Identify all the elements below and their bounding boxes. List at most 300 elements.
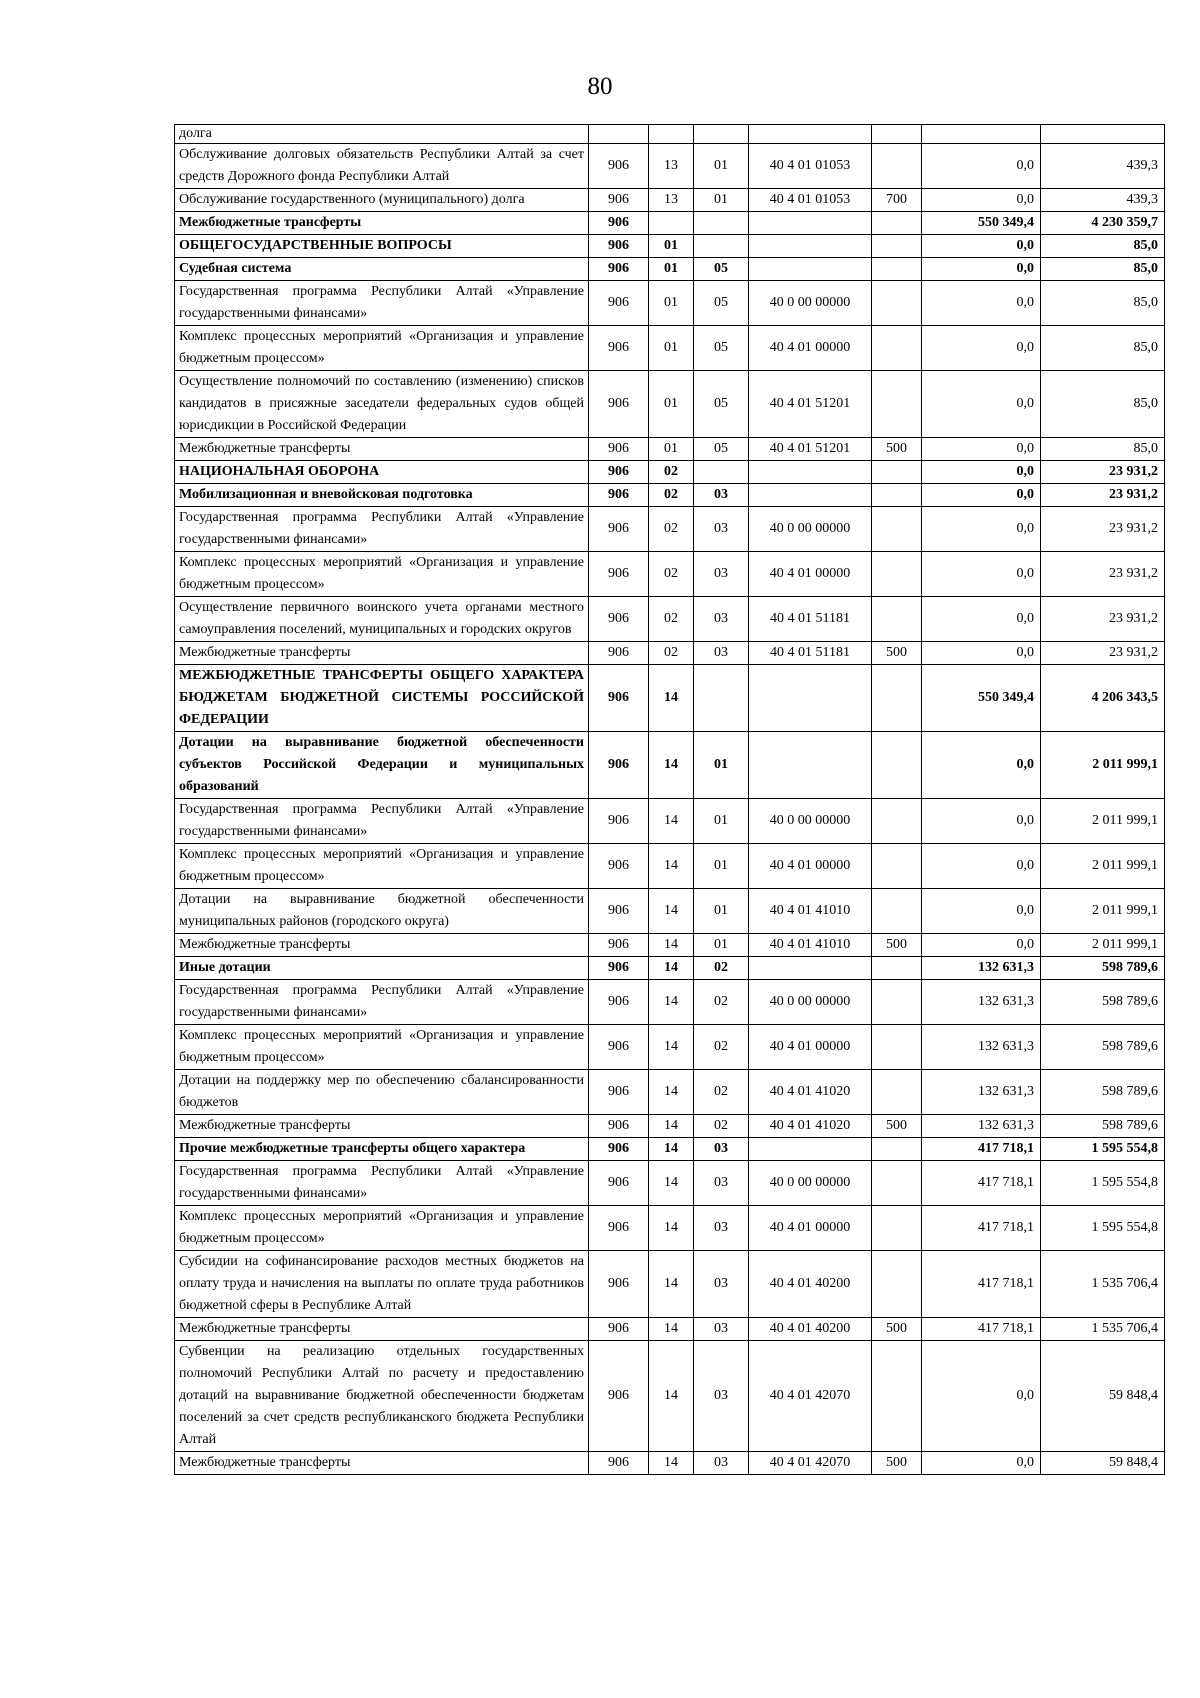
row-name: Мобилизационная и вневойсковая подготовка (175, 484, 589, 507)
row-expense-type (872, 1251, 922, 1318)
row-amount-1: 0,0 (922, 189, 1041, 212)
row-amount-1: 0,0 (922, 934, 1041, 957)
row-target-article (749, 732, 872, 799)
row-amount-1: 0,0 (922, 1452, 1041, 1475)
table-row (175, 326, 1165, 371)
row-ved-code: 906 (589, 1161, 649, 1206)
table-row (175, 212, 1165, 235)
row-amount-1: 550 349,4 (922, 212, 1041, 235)
row-target-article: 40 4 01 42070 (749, 1452, 872, 1475)
row-name: Дотации на выравнивание бюджетной обеспеченности муниципальных районов (городского округа) (175, 889, 589, 934)
row-section-code: 01 (649, 258, 694, 281)
table-row (175, 597, 1165, 642)
row-expense-type (872, 281, 922, 326)
row-section-code (649, 125, 694, 144)
row-section-code: 14 (649, 844, 694, 889)
table-row (175, 371, 1165, 438)
row-expense-type (872, 507, 922, 552)
row-name: Межбюджетные трансферты (175, 1115, 589, 1138)
row-ved-code: 906 (589, 1206, 649, 1251)
row-target-article: 40 4 01 51201 (749, 438, 872, 461)
row-subsection-code: 02 (694, 957, 749, 980)
table-row (175, 438, 1165, 461)
row-ved-code: 906 (589, 844, 649, 889)
row-name: МЕЖБЮДЖЕТНЫЕ ТРАНСФЕРТЫ ОБЩЕГО ХАРАКТЕРА БЮДЖЕТАМ БЮДЖЕТНОЙ СИСТЕМЫ РОССИЙСКОЙ ФЕДЕРАЦИИ (175, 665, 589, 732)
row-expense-type (872, 235, 922, 258)
row-amount-1: 0,0 (922, 597, 1041, 642)
row-amount-1: 0,0 (922, 889, 1041, 934)
row-ved-code: 906 (589, 799, 649, 844)
row-subsection-code (694, 125, 749, 144)
row-subsection-code: 05 (694, 371, 749, 438)
table-row (175, 1341, 1165, 1452)
row-amount-2: 598 789,6 (1041, 1025, 1165, 1070)
row-amount-2: 2 011 999,1 (1041, 889, 1165, 934)
row-ved-code: 906 (589, 1251, 649, 1318)
row-subsection-code: 01 (694, 889, 749, 934)
row-target-article (749, 665, 872, 732)
budget-table (174, 124, 1165, 1475)
row-subsection-code: 03 (694, 1251, 749, 1318)
row-amount-1: 0,0 (922, 371, 1041, 438)
row-expense-type (872, 889, 922, 934)
row-amount-1: 0,0 (922, 507, 1041, 552)
row-subsection-code: 01 (694, 934, 749, 957)
row-ved-code: 906 (589, 1138, 649, 1161)
row-amount-1: 0,0 (922, 1341, 1041, 1452)
row-section-code: 02 (649, 461, 694, 484)
row-name: Государственная программа Республики Алтай «Управление государственными финансами» (175, 799, 589, 844)
row-target-article: 40 4 01 00000 (749, 326, 872, 371)
row-expense-type (872, 258, 922, 281)
table-row (175, 1025, 1165, 1070)
row-section-code: 14 (649, 1452, 694, 1475)
row-ved-code: 906 (589, 1341, 649, 1452)
row-section-code: 14 (649, 1161, 694, 1206)
row-name: НАЦИОНАЛЬНАЯ ОБОРОНА (175, 461, 589, 484)
row-ved-code: 906 (589, 212, 649, 235)
row-subsection-code: 03 (694, 1138, 749, 1161)
row-expense-type (872, 799, 922, 844)
row-amount-2: 1 595 554,8 (1041, 1206, 1165, 1251)
row-expense-type (872, 371, 922, 438)
row-expense-type (872, 461, 922, 484)
row-amount-2: 23 931,2 (1041, 484, 1165, 507)
row-subsection-code: 02 (694, 1070, 749, 1115)
row-amount-2: 2 011 999,1 (1041, 732, 1165, 799)
row-subsection-code: 03 (694, 1161, 749, 1206)
row-target-article (749, 212, 872, 235)
table-row (175, 461, 1165, 484)
row-amount-1: 417 718,1 (922, 1206, 1041, 1251)
row-target-article: 40 4 01 51201 (749, 371, 872, 438)
row-section-code: 14 (649, 665, 694, 732)
table-row (175, 980, 1165, 1025)
row-amount-2: 23 931,2 (1041, 597, 1165, 642)
row-target-article: 40 4 01 01053 (749, 144, 872, 189)
row-target-article (749, 125, 872, 144)
row-amount-2: 59 848,4 (1041, 1341, 1165, 1452)
row-target-article (749, 957, 872, 980)
row-section-code: 13 (649, 144, 694, 189)
row-section-code: 01 (649, 371, 694, 438)
row-ved-code: 906 (589, 1115, 649, 1138)
row-section-code: 01 (649, 281, 694, 326)
row-section-code: 14 (649, 1341, 694, 1452)
row-section-code: 14 (649, 889, 694, 934)
row-section-code: 14 (649, 980, 694, 1025)
row-ved-code: 906 (589, 980, 649, 1025)
row-target-article (749, 235, 872, 258)
row-expense-type (872, 597, 922, 642)
row-amount-2: 59 848,4 (1041, 1452, 1165, 1475)
row-subsection-code: 01 (694, 144, 749, 189)
row-target-article (749, 258, 872, 281)
row-target-article: 40 4 01 41020 (749, 1070, 872, 1115)
row-name: Обслуживание государственного (муниципального) долга (175, 189, 589, 212)
row-amount-1: 0,0 (922, 552, 1041, 597)
row-amount-2: 2 011 999,1 (1041, 934, 1165, 957)
row-amount-2: 598 789,6 (1041, 980, 1165, 1025)
row-amount-2 (1041, 125, 1165, 144)
table-row (175, 484, 1165, 507)
row-expense-type (872, 1025, 922, 1070)
row-ved-code (589, 125, 649, 144)
row-subsection-code (694, 665, 749, 732)
row-ved-code: 906 (589, 1318, 649, 1341)
row-target-article: 40 4 01 40200 (749, 1251, 872, 1318)
row-amount-1: 417 718,1 (922, 1161, 1041, 1206)
table-row (175, 144, 1165, 189)
row-target-article (749, 484, 872, 507)
row-amount-2: 85,0 (1041, 326, 1165, 371)
row-subsection-code: 03 (694, 1452, 749, 1475)
row-name: Комплекс процессных мероприятий «Организация и управление бюджетным процессом» (175, 1206, 589, 1251)
row-name: Комплекс процессных мероприятий «Организация и управление бюджетным процессом» (175, 326, 589, 371)
row-section-code: 14 (649, 1115, 694, 1138)
row-section-code: 14 (649, 1070, 694, 1115)
row-expense-type (872, 1070, 922, 1115)
row-ved-code: 906 (589, 371, 649, 438)
row-expense-type: 500 (872, 1452, 922, 1475)
row-expense-type (872, 552, 922, 597)
row-ved-code: 906 (589, 438, 649, 461)
row-expense-type: 700 (872, 189, 922, 212)
row-amount-2: 23 931,2 (1041, 642, 1165, 665)
row-target-article (749, 461, 872, 484)
row-expense-type (872, 1138, 922, 1161)
row-subsection-code: 03 (694, 552, 749, 597)
row-subsection-code: 01 (694, 732, 749, 799)
row-section-code: 02 (649, 552, 694, 597)
row-name: Межбюджетные трансферты (175, 934, 589, 957)
row-name: Государственная программа Республики Алтай «Управление государственными финансами» (175, 1161, 589, 1206)
row-amount-1: 550 349,4 (922, 665, 1041, 732)
table-row (175, 125, 1165, 144)
row-name: Комплекс процессных мероприятий «Организация и управление бюджетным процессом» (175, 844, 589, 889)
row-name: Комплекс процессных мероприятий «Организация и управление бюджетным процессом» (175, 1025, 589, 1070)
row-subsection-code: 03 (694, 1341, 749, 1452)
row-section-code: 01 (649, 326, 694, 371)
row-target-article: 40 4 01 01053 (749, 189, 872, 212)
table-row (175, 552, 1165, 597)
row-target-article: 40 0 00 00000 (749, 980, 872, 1025)
row-ved-code: 906 (589, 732, 649, 799)
row-expense-type (872, 665, 922, 732)
row-name: Межбюджетные трансферты (175, 1452, 589, 1475)
row-amount-2: 85,0 (1041, 235, 1165, 258)
row-target-article: 40 4 01 41010 (749, 889, 872, 934)
row-section-code: 02 (649, 507, 694, 552)
row-amount-2: 23 931,2 (1041, 461, 1165, 484)
row-section-code: 14 (649, 799, 694, 844)
table-row (175, 957, 1165, 980)
row-amount-2: 85,0 (1041, 438, 1165, 461)
row-amount-2: 1 535 706,4 (1041, 1318, 1165, 1341)
row-expense-type (872, 125, 922, 144)
row-amount-2: 2 011 999,1 (1041, 844, 1165, 889)
row-amount-1: 0,0 (922, 461, 1041, 484)
budget-table-body (175, 125, 1165, 1475)
row-expense-type: 500 (872, 438, 922, 461)
row-amount-1: 0,0 (922, 642, 1041, 665)
row-section-code: 14 (649, 1251, 694, 1318)
row-name: Судебная система (175, 258, 589, 281)
row-amount-1: 0,0 (922, 438, 1041, 461)
row-amount-2: 1 535 706,4 (1041, 1251, 1165, 1318)
row-section-code (649, 212, 694, 235)
row-amount-2: 439,3 (1041, 189, 1165, 212)
row-target-article: 40 4 01 41020 (749, 1115, 872, 1138)
row-target-article: 40 4 01 42070 (749, 1341, 872, 1452)
row-amount-1: 132 631,3 (922, 957, 1041, 980)
row-ved-code: 906 (589, 1452, 649, 1475)
row-subsection-code (694, 212, 749, 235)
row-ved-code: 906 (589, 934, 649, 957)
row-expense-type (872, 212, 922, 235)
row-target-article: 40 4 01 00000 (749, 844, 872, 889)
row-target-article: 40 0 00 00000 (749, 507, 872, 552)
row-name: Комплекс процессных мероприятий «Организация и управление бюджетным процессом» (175, 552, 589, 597)
table-row (175, 189, 1165, 212)
row-ved-code: 906 (589, 552, 649, 597)
row-section-code: 14 (649, 1318, 694, 1341)
row-section-code: 13 (649, 189, 694, 212)
row-amount-1: 0,0 (922, 799, 1041, 844)
table-row (175, 1138, 1165, 1161)
row-amount-2: 23 931,2 (1041, 552, 1165, 597)
row-subsection-code: 03 (694, 642, 749, 665)
row-amount-1: 0,0 (922, 235, 1041, 258)
row-target-article: 40 4 01 40200 (749, 1318, 872, 1341)
row-subsection-code: 05 (694, 438, 749, 461)
row-name: Межбюджетные трансферты (175, 642, 589, 665)
row-target-article: 40 4 01 51181 (749, 642, 872, 665)
row-subsection-code: 02 (694, 980, 749, 1025)
row-name: Государственная программа Республики Алтай «Управление государственными финансами» (175, 980, 589, 1025)
row-name: Иные дотации (175, 957, 589, 980)
row-amount-1: 132 631,3 (922, 1025, 1041, 1070)
row-ved-code: 906 (589, 144, 649, 189)
table-row (175, 844, 1165, 889)
row-amount-1: 0,0 (922, 326, 1041, 371)
row-ved-code: 906 (589, 957, 649, 980)
row-expense-type (872, 1206, 922, 1251)
row-ved-code: 906 (589, 642, 649, 665)
row-section-code: 01 (649, 438, 694, 461)
row-amount-2: 439,3 (1041, 144, 1165, 189)
row-amount-1: 0,0 (922, 258, 1041, 281)
row-subsection-code (694, 235, 749, 258)
row-target-article: 40 4 01 51181 (749, 597, 872, 642)
row-amount-1: 417 718,1 (922, 1318, 1041, 1341)
row-name: Дотации на выравнивание бюджетной обеспеченности субъектов Российской Федерации и муниципальных образований (175, 732, 589, 799)
row-ved-code: 906 (589, 484, 649, 507)
row-subsection-code: 05 (694, 281, 749, 326)
row-name: долга (175, 125, 589, 144)
table-row (175, 732, 1165, 799)
table-row (175, 1161, 1165, 1206)
row-amount-1: 0,0 (922, 484, 1041, 507)
row-name: Межбюджетные трансферты (175, 212, 589, 235)
table-row (175, 665, 1165, 732)
row-ved-code: 906 (589, 258, 649, 281)
row-target-article: 40 0 00 00000 (749, 1161, 872, 1206)
row-ved-code: 906 (589, 507, 649, 552)
table-row (175, 1206, 1165, 1251)
row-ved-code: 906 (589, 1070, 649, 1115)
row-subsection-code: 03 (694, 507, 749, 552)
row-amount-2: 85,0 (1041, 281, 1165, 326)
row-ved-code: 906 (589, 597, 649, 642)
row-section-code: 14 (649, 1025, 694, 1070)
table-row (175, 235, 1165, 258)
row-amount-2: 4 230 359,7 (1041, 212, 1165, 235)
row-ved-code: 906 (589, 889, 649, 934)
row-target-article: 40 4 01 41010 (749, 934, 872, 957)
row-name: Обслуживание долговых обязательств Республики Алтай за счет средств Дорожного фонда Республики Алтай (175, 144, 589, 189)
row-subsection-code: 05 (694, 326, 749, 371)
row-name: ОБЩЕГОСУДАРСТВЕННЫЕ ВОПРОСЫ (175, 235, 589, 258)
row-subsection-code: 02 (694, 1115, 749, 1138)
row-expense-type (872, 1161, 922, 1206)
table-row (175, 1452, 1165, 1475)
row-expense-type (872, 844, 922, 889)
row-expense-type (872, 326, 922, 371)
row-section-code: 14 (649, 1138, 694, 1161)
row-amount-1: 0,0 (922, 732, 1041, 799)
row-amount-2: 598 789,6 (1041, 957, 1165, 980)
row-name: Осуществление полномочий по составлению (изменению) списков кандидатов в присяжные заседатели федеральных судов общей юрисдикции в Российской Федерации (175, 371, 589, 438)
row-ved-code: 906 (589, 326, 649, 371)
row-expense-type: 500 (872, 1115, 922, 1138)
row-amount-1: 132 631,3 (922, 1070, 1041, 1115)
row-target-article: 40 4 01 00000 (749, 1206, 872, 1251)
row-name: Субвенции на реализацию отдельных государственных полномочий Республики Алтай по расчету и предоставлению дотаций на выравнивание бюджетной обеспеченности бюджетам поселений за счет средств республиканского бюджета Республики Алтай (175, 1341, 589, 1452)
row-subsection-code: 03 (694, 1206, 749, 1251)
row-target-article: 40 0 00 00000 (749, 281, 872, 326)
row-target-article: 40 4 01 00000 (749, 1025, 872, 1070)
row-name: Межбюджетные трансферты (175, 438, 589, 461)
row-target-article (749, 1138, 872, 1161)
row-amount-1 (922, 125, 1041, 144)
page-number: 80 (587, 73, 613, 100)
row-amount-2: 2 011 999,1 (1041, 799, 1165, 844)
row-ved-code: 906 (589, 189, 649, 212)
table-row (175, 281, 1165, 326)
row-amount-2: 598 789,6 (1041, 1070, 1165, 1115)
row-section-code: 14 (649, 732, 694, 799)
row-amount-1: 132 631,3 (922, 980, 1041, 1025)
row-amount-2: 4 206 343,5 (1041, 665, 1165, 732)
table-row (175, 507, 1165, 552)
row-expense-type: 500 (872, 642, 922, 665)
row-name: Государственная программа Республики Алтай «Управление государственными финансами» (175, 281, 589, 326)
row-subsection-code: 05 (694, 258, 749, 281)
table-row (175, 1115, 1165, 1138)
table-row (175, 1070, 1165, 1115)
row-section-code: 14 (649, 957, 694, 980)
row-ved-code: 906 (589, 461, 649, 484)
row-subsection-code: 03 (694, 484, 749, 507)
row-subsection-code: 01 (694, 799, 749, 844)
row-amount-2: 1 595 554,8 (1041, 1138, 1165, 1161)
row-section-code: 02 (649, 642, 694, 665)
row-section-code: 01 (649, 235, 694, 258)
row-amount-2: 23 931,2 (1041, 507, 1165, 552)
row-amount-1: 417 718,1 (922, 1251, 1041, 1318)
row-expense-type: 500 (872, 1318, 922, 1341)
row-ved-code: 906 (589, 1025, 649, 1070)
table-row (175, 258, 1165, 281)
row-name: Прочие межбюджетные трансферты общего характера (175, 1138, 589, 1161)
row-subsection-code: 02 (694, 1025, 749, 1070)
row-subsection-code: 03 (694, 597, 749, 642)
table-row (175, 889, 1165, 934)
row-subsection-code: 03 (694, 1318, 749, 1341)
row-section-code: 02 (649, 484, 694, 507)
row-expense-type (872, 484, 922, 507)
row-name: Государственная программа Республики Алтай «Управление государственными финансами» (175, 507, 589, 552)
row-ved-code: 906 (589, 235, 649, 258)
row-subsection-code: 01 (694, 844, 749, 889)
row-section-code: 14 (649, 934, 694, 957)
table-row (175, 1251, 1165, 1318)
row-amount-2: 85,0 (1041, 371, 1165, 438)
row-amount-2: 85,0 (1041, 258, 1165, 281)
row-target-article: 40 0 00 00000 (749, 799, 872, 844)
row-name: Субсидии на софинансирование расходов местных бюджетов на оплату труда и начисления на выплаты по оплате труда работников бюджетной сферы в Республике Алтай (175, 1251, 589, 1318)
row-subsection-code (694, 461, 749, 484)
row-amount-1: 132 631,3 (922, 1115, 1041, 1138)
row-section-code: 02 (649, 597, 694, 642)
row-amount-1: 417 718,1 (922, 1138, 1041, 1161)
row-ved-code: 906 (589, 665, 649, 732)
table-row (175, 934, 1165, 957)
row-amount-1: 0,0 (922, 144, 1041, 189)
table-row (175, 642, 1165, 665)
row-amount-2: 1 595 554,8 (1041, 1161, 1165, 1206)
row-amount-1: 0,0 (922, 844, 1041, 889)
row-name: Межбюджетные трансферты (175, 1318, 589, 1341)
row-subsection-code: 01 (694, 189, 749, 212)
row-expense-type: 500 (872, 934, 922, 957)
row-expense-type (872, 1341, 922, 1452)
row-expense-type (872, 144, 922, 189)
row-amount-1: 0,0 (922, 281, 1041, 326)
row-name: Осуществление первичного воинского учета органами местного самоуправления поселений, муниципальных и городских округов (175, 597, 589, 642)
row-ved-code: 906 (589, 281, 649, 326)
